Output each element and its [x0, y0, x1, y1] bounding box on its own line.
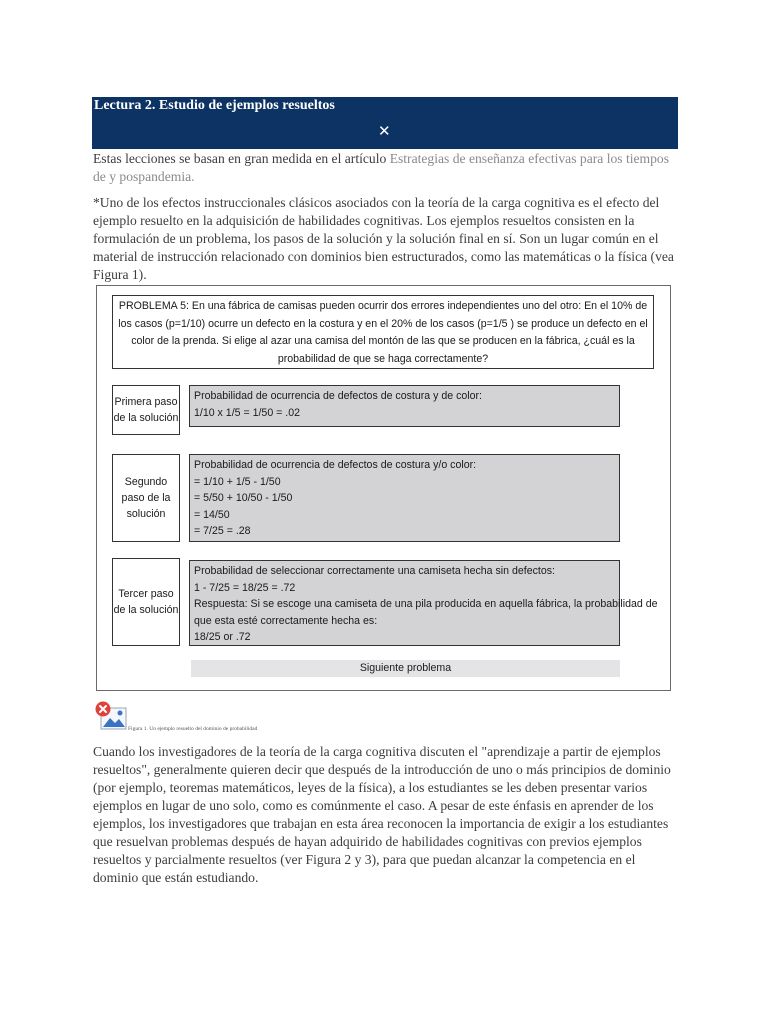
step-3-body: [189, 560, 658, 646]
step-2-body: [189, 454, 620, 542]
worked-example-figure: [96, 285, 671, 691]
article-link[interactable]: Estrategias de enseñanza efectivas para los tiempos de y pospandemia.: [93, 151, 669, 184]
next-problem-button[interactable]: Siguiente problema: [191, 660, 620, 677]
step-1-body: [189, 385, 620, 427]
step-3-line: Probabilidad de seleccionar correctamente una camiseta hecha sin defectos:: [194, 565, 555, 577]
step-3-line: 18/25 or .72: [194, 631, 251, 643]
problem-statement: PROBLEMA 5: En una fábrica de camisas pueden ocurrir dos errores independientes uno del otro: En el 10% de los casos (p=1/10) ocurre un defecto en la costura y en el 20% de los casos (p=1/5 ) se produce un defecto en el color de la prenda. Si elige al azar una camisa del montón de las que se producen en la fábrica, ¿cuál es la probabilidad de que se haga correctamente?: [112, 295, 654, 369]
step-1-label: Primera paso de la solución: [112, 385, 180, 435]
lesson-title: Lectura 2. Estudio de ejemplos resueltos: [94, 98, 335, 113]
step-2-label: Segundo paso de la solución: [112, 454, 180, 542]
step-3-label: Tercer paso de la solución: [112, 558, 180, 646]
step-2-line: = 14/50: [194, 508, 230, 521]
step-3-line: que esta esté correctamente hecha es:: [194, 614, 378, 627]
broken-image-icon: [95, 701, 127, 730]
figure-caption: Figura 1. Un ejemplo resuelto del dominio de probabilidad: [128, 726, 258, 732]
close-icon[interactable]: ✕: [378, 122, 391, 140]
paragraph-research: Cuando los investigadores de la teoría de la carga cognitiva discuten el "aprendizaje a partir de ejemplos resueltos", generalmente quieren decir que después de la introducción de uno o más principios de dominio (por ejemplo, teoremas matemáticos, leyes de la física), a los estudiantes se les deben presentar varios ejemplos en lugar de uno solo, como es comúnmente el caso. A pesar de este énfasis en aprender de los ejemplos, los investigadores que trabajan en esta área reconocen la importancia de exigir a los estudiantes que resuelvan problemas después de hayan adquirido de habilidades cognitivas con previos ejemplos resueltos y parcialmente resueltos (ver Figura 2 y 3), para que puedan alcanzar la competencia en el dominio que están estudiando.: [93, 744, 671, 885]
step-2-line: = 7/25 = .28: [194, 525, 251, 537]
step-1-line: 1/10 x 1/5 = 1/50 = .02: [194, 406, 301, 419]
step-1-line: Probabilidad de ocurrencia de defectos de costura y de color:: [194, 390, 482, 402]
lesson-banner: [92, 97, 678, 149]
intro-paragraph: [93, 150, 679, 186]
paragraph-effect: *Uno de los efectos instruccionales clásicos asociados con la teoría de la carga cognitiva es el efecto del ejemplo resuelto en la adquisición de habilidades cognitivas. Los ejemplos resueltos consisten en la formulación de un problema, los pasos de la solución y la solución final en sí. Son un lugar común en el material de instrucción relacionado con dominios bien estructurados, como las matemáticas o la física (vea Figura 1).: [93, 195, 674, 282]
intro-text: Estas lecciones se basan en gran medida en el artículo: [93, 151, 390, 166]
step-3-line: Respuesta: Si se escoge una camiseta de una pila producida en aquella fábrica, la probabilidad de: [194, 598, 658, 610]
step-2-line: = 5/50 + 10/50 - 1/50: [194, 492, 293, 504]
step-3-line: 1 - 7/25 = 18/25 = .72: [194, 581, 296, 594]
step-2-line: Probabilidad de ocurrencia de defectos de costura y/o color:: [194, 459, 477, 471]
step-2-line: = 1/10 + 1/5 - 1/50: [194, 475, 281, 488]
